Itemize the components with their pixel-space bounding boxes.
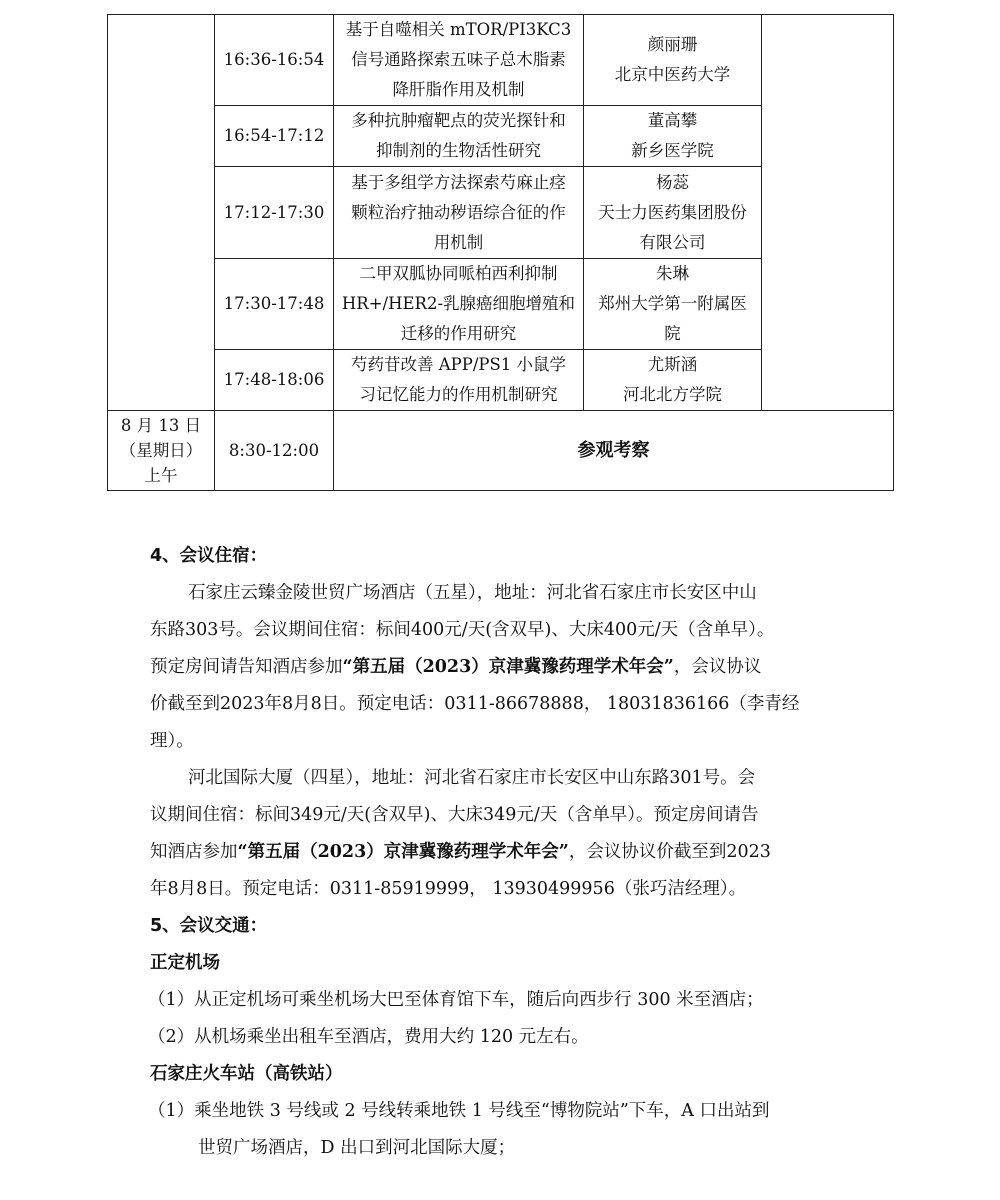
list-item: （1）从正定机场可乘坐机场大巴至体育馆下车，随后向西步行 300 米至酒店； xyxy=(148,990,764,1010)
paragraph-line: 石家庄云臻金陵世贸广场酒店（五星），地址：河北省石家庄市长安区中山 xyxy=(188,583,757,603)
speaker-affiliation: 天士力医药集团股份 xyxy=(598,202,747,222)
topic-line: 习记忆能力的作用机制研究 xyxy=(359,385,558,404)
topic-line: HR+/HER2-乳腺癌细胞增殖和 xyxy=(341,294,576,313)
speaker-name: 杨蕊 xyxy=(656,172,689,192)
lodging-heading: 4、会议住宿： xyxy=(150,546,268,566)
speaker-affiliation: 有限公司 xyxy=(639,232,706,252)
text-run: ，会议协议价截至到2023 xyxy=(568,842,771,862)
time-cell: 8:30-12:00 xyxy=(215,411,334,491)
speaker-name: 董高攀 xyxy=(647,111,698,130)
date-line: 8 月 13 日 xyxy=(120,416,202,435)
topic-cell xyxy=(334,350,584,411)
schedule-table xyxy=(107,14,894,491)
list-item: （2）从机场乘坐出租车至酒店，费用大约 120 元左右。 xyxy=(148,1027,589,1047)
conference-name: “第五届（2023）京津冀豫药理学术年会” xyxy=(237,842,569,862)
speaker-name: 朱琳 xyxy=(656,264,689,283)
transport-heading: 5、会议交通： xyxy=(150,916,268,936)
topic-line: 二甲双胍协同哌柏西利抑制 xyxy=(359,264,558,283)
topic-line: 抑制剂的生物活性研究 xyxy=(376,141,541,160)
text-run: ，会议协议 xyxy=(673,657,762,677)
table-row xyxy=(108,15,894,106)
speaker-affiliation: 院 xyxy=(664,324,681,343)
station-title: 石家庄火车站（高铁站） xyxy=(150,1064,343,1084)
table-row xyxy=(108,411,894,491)
topic-cell xyxy=(334,106,584,167)
speaker-name: 颜丽珊 xyxy=(647,35,698,54)
list-item-continuation: 世贸广场酒店，D 出口到河北国际大厦； xyxy=(198,1138,516,1158)
notes-cell xyxy=(762,15,894,411)
topic-line: 降肝脂作用及机制 xyxy=(392,80,525,99)
speaker-cell xyxy=(584,15,762,106)
topic-line: 用机制 xyxy=(433,232,484,252)
topic-line: 芍药苷改善 APP/PS1 小鼠学 xyxy=(350,355,567,374)
visit-activity: 参观考察 xyxy=(334,411,894,491)
topic-cell xyxy=(334,259,584,350)
topic-line: 多种抗肿瘤靶点的荧光探针和 xyxy=(351,111,566,130)
topic-cell xyxy=(334,167,584,259)
paragraph-line: 河北国际大厦（四星），地址：河北省石家庄市长安区中山东路301号。会 xyxy=(188,768,756,788)
text-run: 预定房间请告知酒店参加 xyxy=(150,657,343,677)
text-run: 知酒店参加 xyxy=(150,842,238,862)
period-line: 上午 xyxy=(144,466,178,485)
speaker-affiliation: 河北北方学院 xyxy=(623,385,722,404)
time-cell: 16:36-16:54 xyxy=(215,15,334,106)
paragraph-line: 东路303号。会议期间住宿：标间400元/天(含双早)、大床400元/天（含单早）。 xyxy=(150,620,775,640)
weekday-line: （星期日） xyxy=(119,441,203,460)
paragraph-line: 理）。 xyxy=(150,731,194,751)
list-item: （1）乘坐地铁 3 号线或 2 号线转乘地铁 1 号线至“博物院站”下车，A 口出站到 xyxy=(148,1101,770,1121)
speaker-cell xyxy=(584,167,762,259)
topic-line: 基于多组学方法探索芍麻止痉 xyxy=(351,172,566,192)
speaker-cell xyxy=(584,350,762,411)
conference-name: “第五届（2023）京津冀豫药理学术年会” xyxy=(342,657,674,677)
speaker-affiliation: 新乡医学院 xyxy=(631,141,714,160)
paragraph-line xyxy=(150,834,862,871)
speaker-affiliation: 郑州大学第一附属医 xyxy=(598,294,747,313)
airport-title: 正定机场 xyxy=(150,953,220,973)
paragraph-line: 议期间住宿：标间349元/天(含双早)、大床349元/天（含单早）。预定房间请告 xyxy=(150,805,759,825)
paragraph-line: 年8月8日。预定电话：0311-85919999， 13930499956（张巧洁经理）。 xyxy=(150,879,747,899)
date-cell xyxy=(108,411,215,491)
date-cell xyxy=(108,15,215,411)
speaker-affiliation: 北京中医药大学 xyxy=(614,65,731,84)
topic-line: 迁移的作用研究 xyxy=(400,324,517,343)
topic-cell xyxy=(334,15,584,106)
speaker-cell xyxy=(584,259,762,350)
paragraph-line xyxy=(150,649,862,686)
topic-line: 基于自噬相关 mTOR/PI3KC3 xyxy=(345,20,572,39)
time-cell: 17:30-17:48 xyxy=(215,259,334,350)
document-body xyxy=(150,538,862,1167)
speaker-cell xyxy=(584,106,762,167)
time-cell: 16:54-17:12 xyxy=(215,106,334,167)
speaker-name: 尤斯涵 xyxy=(647,355,698,374)
topic-line: 颗粒治疗抽动秽语综合征的作 xyxy=(351,202,566,222)
topic-line: 信号通路探索五味子总木脂素 xyxy=(351,50,566,69)
time-cell: 17:48-18:06 xyxy=(215,350,334,411)
time-cell: 17:12-17:30 xyxy=(215,167,334,259)
paragraph-line: 价截至到2023年8月8日。预定电话：0311-86678888， 18031836166（李青经 xyxy=(150,694,800,714)
